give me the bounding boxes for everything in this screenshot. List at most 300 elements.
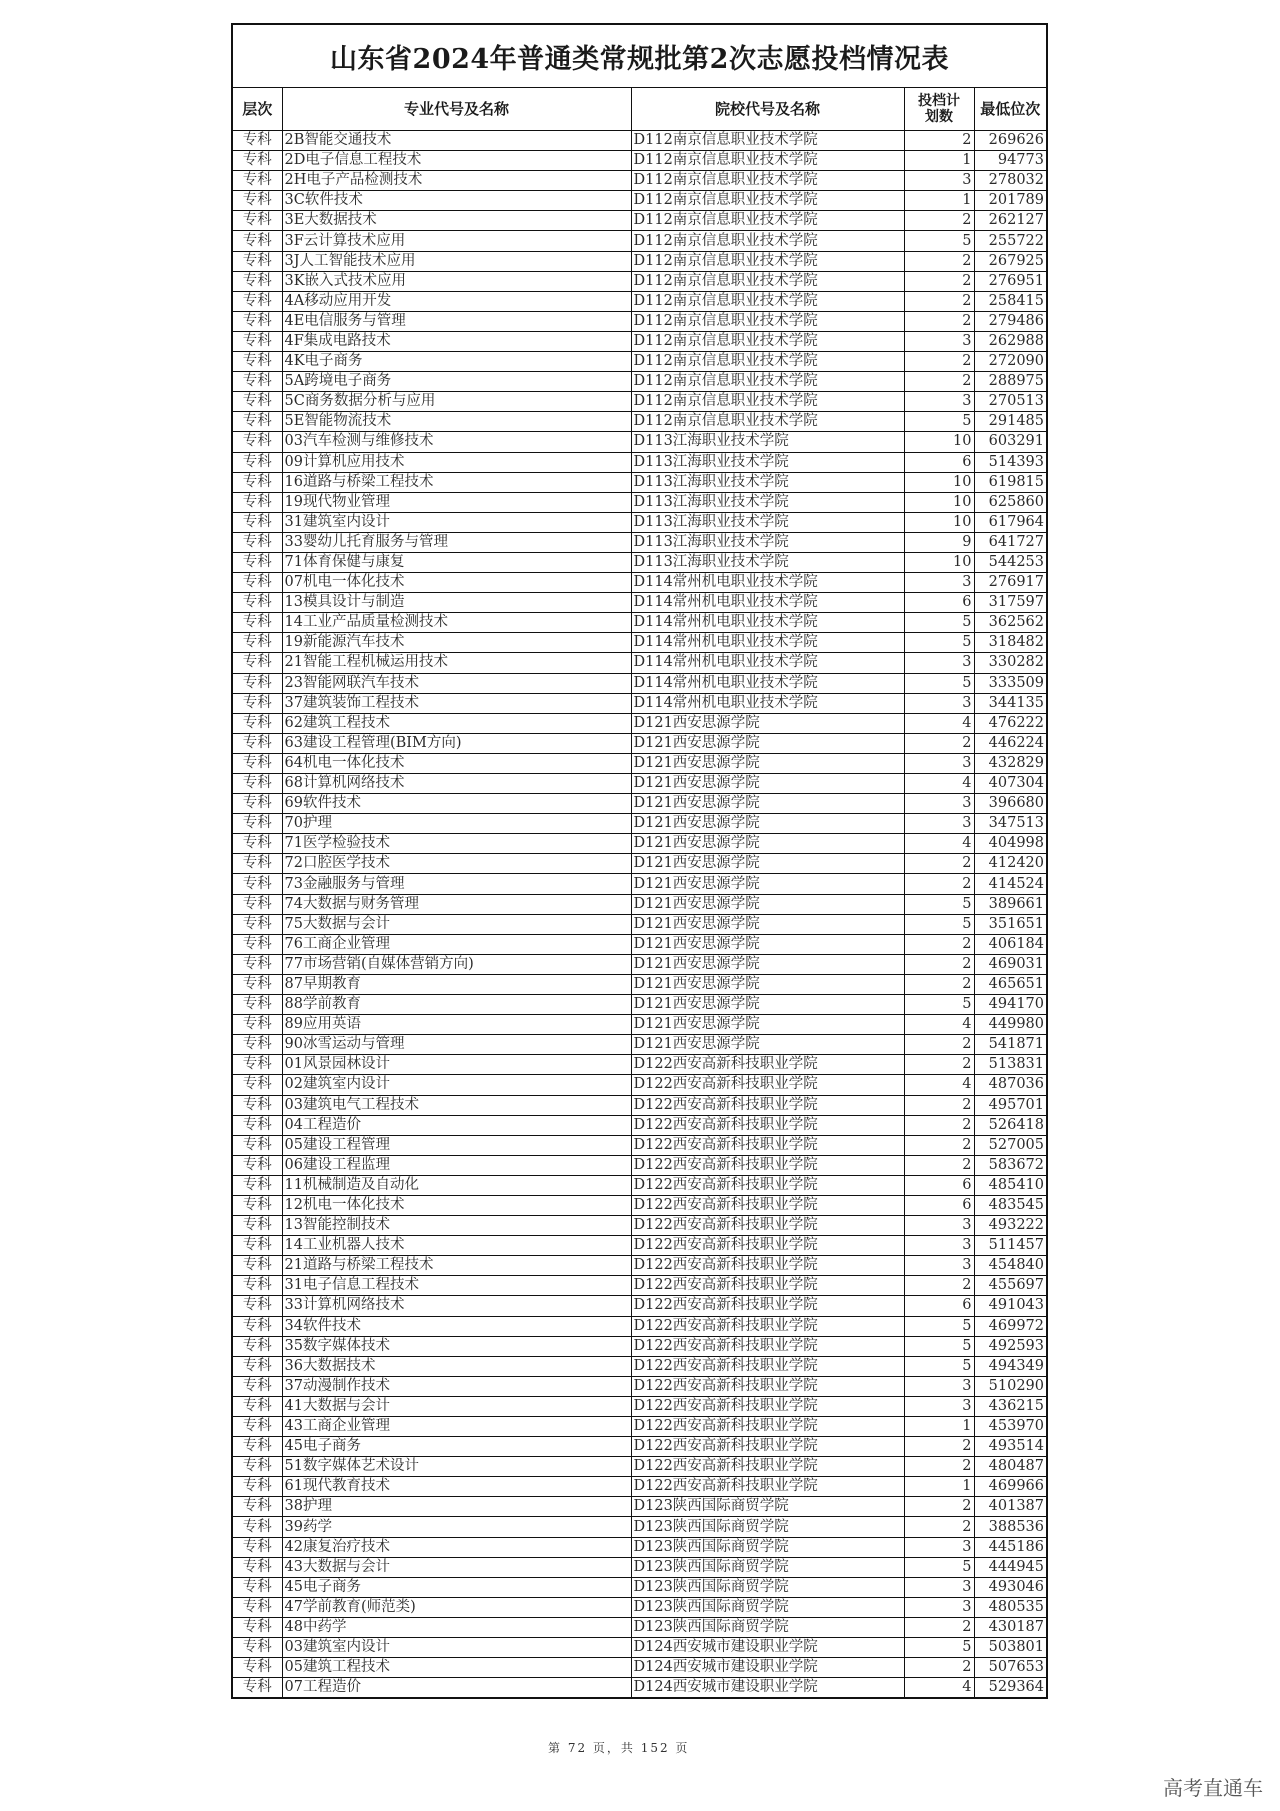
table-row (232, 352, 1047, 372)
cell-major: 13模具设计与制造 (282, 593, 631, 613)
cell-min-rank: 436215 (974, 1396, 1047, 1416)
table-row (232, 633, 1047, 653)
cell-level: 专科 (232, 934, 282, 954)
cell-level: 专科 (232, 573, 282, 593)
cell-min-rank: 388536 (974, 1517, 1047, 1537)
cell-major: 71医学检验技术 (282, 834, 631, 854)
cell-plan: 10 (904, 512, 974, 532)
cell-school: D122西安高新科技职业学院 (631, 1216, 904, 1236)
cell-plan: 2 (904, 1135, 974, 1155)
cell-level: 专科 (232, 151, 282, 171)
cell-level: 专科 (232, 1296, 282, 1316)
cell-plan: 5 (904, 1638, 974, 1658)
cell-min-rank: 412420 (974, 854, 1047, 874)
table-row (232, 1396, 1047, 1416)
cell-school: D121西安思源学院 (631, 794, 904, 814)
watermark: 高考直通车 (1163, 1776, 1263, 1800)
cell-level: 专科 (232, 1457, 282, 1477)
cell-level: 专科 (232, 1577, 282, 1597)
table-row (232, 653, 1047, 673)
cell-level: 专科 (232, 1236, 282, 1256)
cell-min-rank: 288975 (974, 372, 1047, 392)
cell-school: D121西安思源学院 (631, 1035, 904, 1055)
cell-school: D114常州机电职业技术学院 (631, 693, 904, 713)
cell-school: D123陕西国际商贸学院 (631, 1597, 904, 1617)
cell-min-rank: 272090 (974, 352, 1047, 372)
cell-school: D112南京信息职业技术学院 (631, 311, 904, 331)
cell-min-rank: 491043 (974, 1296, 1047, 1316)
cell-major: 19现代物业管理 (282, 492, 631, 512)
cell-min-rank: 407304 (974, 774, 1047, 794)
table-row (232, 593, 1047, 613)
cell-plan: 10 (904, 552, 974, 572)
cell-school: D122西安高新科技职业学院 (631, 1356, 904, 1376)
cell-school: D124西安城市建设职业学院 (631, 1658, 904, 1678)
cell-plan: 6 (904, 1175, 974, 1195)
cell-school: D122西安高新科技职业学院 (631, 1316, 904, 1336)
cell-school: D124西安城市建设职业学院 (631, 1638, 904, 1658)
cell-min-rank: 279486 (974, 311, 1047, 331)
cell-major: 3K嵌入式技术应用 (282, 271, 631, 291)
cell-major: 61现代教育技术 (282, 1477, 631, 1497)
cell-level: 专科 (232, 954, 282, 974)
cell-min-rank: 527005 (974, 1135, 1047, 1155)
cell-min-rank: 267925 (974, 251, 1047, 271)
cell-plan: 5 (904, 613, 974, 633)
cell-min-rank: 269626 (974, 131, 1047, 151)
cell-plan: 2 (904, 131, 974, 151)
cell-school: D122西安高新科技职业学院 (631, 1135, 904, 1155)
cell-major: 3F云计算技术应用 (282, 231, 631, 251)
cell-level: 专科 (232, 1256, 282, 1276)
cell-plan: 2 (904, 1155, 974, 1175)
cell-major: 2D电子信息工程技术 (282, 151, 631, 171)
cell-school: D112南京信息职业技术学院 (631, 211, 904, 231)
cell-school: D121西安思源学院 (631, 774, 904, 794)
cell-school: D113江海职业技术学院 (631, 432, 904, 452)
cell-major: 14工业产品质量检测技术 (282, 613, 631, 633)
cell-school: D122西安高新科技职业学院 (631, 1155, 904, 1175)
cell-major: 35数字媒体技术 (282, 1336, 631, 1356)
cell-min-rank: 432829 (974, 753, 1047, 773)
cell-school: D122西安高新科技职业学院 (631, 1095, 904, 1115)
cell-level: 专科 (232, 392, 282, 412)
cell-level: 专科 (232, 733, 282, 753)
cell-major: 43大数据与会计 (282, 1557, 631, 1577)
cell-major: 68计算机网络技术 (282, 774, 631, 794)
cell-level: 专科 (232, 1517, 282, 1537)
cell-level: 专科 (232, 512, 282, 532)
cell-level: 专科 (232, 1658, 282, 1678)
cell-min-rank: 262127 (974, 211, 1047, 231)
cell-plan: 2 (904, 1437, 974, 1457)
cell-level: 专科 (232, 472, 282, 492)
table-row (232, 693, 1047, 713)
cell-school: D113江海职业技术学院 (631, 552, 904, 572)
cell-school: D113江海职业技术学院 (631, 492, 904, 512)
table-row (232, 1597, 1047, 1617)
cell-min-rank: 641727 (974, 532, 1047, 552)
cell-level: 专科 (232, 171, 282, 191)
cell-level: 专科 (232, 593, 282, 613)
cell-min-rank: 454840 (974, 1256, 1047, 1276)
cell-school: D123陕西国际商贸学院 (631, 1617, 904, 1637)
cell-school: D121西安思源学院 (631, 995, 904, 1015)
cell-major: 31建筑室内设计 (282, 512, 631, 532)
cell-plan: 2 (904, 1658, 974, 1678)
table-row (232, 1035, 1047, 1055)
table-row (232, 1155, 1047, 1175)
cell-school: D121西安思源学院 (631, 874, 904, 894)
cell-plan: 2 (904, 1035, 974, 1055)
cell-level: 专科 (232, 633, 282, 653)
table-row (232, 894, 1047, 914)
cell-school: D122西安高新科技职业学院 (631, 1075, 904, 1095)
cell-min-rank: 476222 (974, 713, 1047, 733)
cell-plan: 2 (904, 311, 974, 331)
cell-level: 专科 (232, 211, 282, 231)
cell-major: 37动漫制作技术 (282, 1376, 631, 1396)
cell-min-rank: 494170 (974, 995, 1047, 1015)
cell-min-rank: 485410 (974, 1175, 1047, 1195)
cell-major: 41大数据与会计 (282, 1396, 631, 1416)
cell-school: D122西安高新科技职业学院 (631, 1396, 904, 1416)
table-row (232, 492, 1047, 512)
table-row (232, 1557, 1047, 1577)
table-row (232, 573, 1047, 593)
cell-min-rank: 446224 (974, 733, 1047, 753)
header-plan-line1: 投档计 (918, 93, 960, 109)
cell-school: D123陕西国际商贸学院 (631, 1577, 904, 1597)
cell-level: 专科 (232, 753, 282, 773)
table-row (232, 1617, 1047, 1637)
cell-min-rank: 444945 (974, 1557, 1047, 1577)
cell-major: 87早期教育 (282, 974, 631, 994)
header-major: 专业代号及名称 (282, 88, 631, 131)
cell-major: 64机电一体化技术 (282, 753, 631, 773)
cell-min-rank: 483545 (974, 1195, 1047, 1215)
cell-level: 专科 (232, 1376, 282, 1396)
cell-major: 01风景园林设计 (282, 1055, 631, 1075)
table-row (232, 1276, 1047, 1296)
cell-level: 专科 (232, 1437, 282, 1457)
table-row (232, 251, 1047, 271)
table-row (232, 432, 1047, 452)
cell-major: 14工业机器人技术 (282, 1236, 631, 1256)
cell-level: 专科 (232, 1396, 282, 1416)
cell-plan: 1 (904, 1417, 974, 1437)
cell-major: 71体育保健与康复 (282, 552, 631, 572)
cell-min-rank: 492593 (974, 1336, 1047, 1356)
table-row (232, 211, 1047, 231)
cell-min-rank: 503801 (974, 1638, 1047, 1658)
cell-min-rank: 276951 (974, 271, 1047, 291)
page-title: 山东省2024年普通类常规批第2次志愿投档情况表 (232, 24, 1047, 88)
cell-min-rank: 94773 (974, 151, 1047, 171)
cell-plan: 3 (904, 392, 974, 412)
cell-level: 专科 (232, 834, 282, 854)
cell-major: 04工程造价 (282, 1115, 631, 1135)
cell-min-rank: 291485 (974, 412, 1047, 432)
cell-major: 75大数据与会计 (282, 914, 631, 934)
cell-level: 专科 (232, 1336, 282, 1356)
table-row (232, 733, 1047, 753)
cell-plan: 3 (904, 1216, 974, 1236)
cell-plan: 2 (904, 954, 974, 974)
cell-major: 33计算机网络技术 (282, 1296, 631, 1316)
cell-min-rank: 469972 (974, 1316, 1047, 1336)
cell-plan: 3 (904, 1537, 974, 1557)
table-row (232, 452, 1047, 472)
cell-school: D122西安高新科技职业学院 (631, 1376, 904, 1396)
cell-min-rank: 603291 (974, 432, 1047, 452)
cell-min-rank: 583672 (974, 1155, 1047, 1175)
cell-level: 专科 (232, 331, 282, 351)
cell-school: D112南京信息职业技术学院 (631, 271, 904, 291)
table-row (232, 1336, 1047, 1356)
cell-school: D114常州机电职业技术学院 (631, 573, 904, 593)
cell-min-rank: 255722 (974, 231, 1047, 251)
cell-major: 12机电一体化技术 (282, 1195, 631, 1215)
admission-table (231, 23, 1048, 1699)
cell-level: 专科 (232, 914, 282, 934)
table-row (232, 191, 1047, 211)
cell-min-rank: 487036 (974, 1075, 1047, 1095)
cell-level: 专科 (232, 794, 282, 814)
table-row (232, 613, 1047, 633)
table-row (232, 1537, 1047, 1557)
table-row (232, 231, 1047, 251)
cell-min-rank: 514393 (974, 452, 1047, 472)
cell-major: 4E电信服务与管理 (282, 311, 631, 331)
cell-plan: 3 (904, 794, 974, 814)
cell-level: 专科 (232, 191, 282, 211)
cell-level: 专科 (232, 372, 282, 392)
cell-school: D112南京信息职业技术学院 (631, 291, 904, 311)
cell-major: 19新能源汽车技术 (282, 633, 631, 653)
cell-major: 07工程造价 (282, 1678, 631, 1699)
table-row (232, 1195, 1047, 1215)
table-row (232, 1216, 1047, 1236)
cell-level: 专科 (232, 1477, 282, 1497)
cell-plan: 5 (904, 1557, 974, 1577)
cell-level: 专科 (232, 1115, 282, 1135)
table-row (232, 914, 1047, 934)
cell-plan: 4 (904, 1678, 974, 1699)
cell-school: D112南京信息职业技术学院 (631, 372, 904, 392)
cell-min-rank: 480487 (974, 1457, 1047, 1477)
table-row (232, 834, 1047, 854)
cell-plan: 2 (904, 1055, 974, 1075)
cell-min-rank: 258415 (974, 291, 1047, 311)
cell-level: 专科 (232, 673, 282, 693)
cell-major: 33婴幼儿托育服务与管理 (282, 532, 631, 552)
cell-level: 专科 (232, 291, 282, 311)
cell-plan: 5 (904, 995, 974, 1015)
cell-school: D122西安高新科技职业学院 (631, 1336, 904, 1356)
cell-school: D122西安高新科技职业学院 (631, 1477, 904, 1497)
cell-level: 专科 (232, 552, 282, 572)
cell-plan: 6 (904, 1195, 974, 1215)
cell-level: 专科 (232, 1075, 282, 1095)
cell-plan: 2 (904, 1115, 974, 1135)
table-row (232, 1417, 1047, 1437)
table-row (232, 331, 1047, 351)
cell-level: 专科 (232, 432, 282, 452)
table-row (232, 974, 1047, 994)
cell-major: 07机电一体化技术 (282, 573, 631, 593)
cell-plan: 5 (904, 1356, 974, 1376)
cell-level: 专科 (232, 1216, 282, 1236)
cell-school: D122西安高新科技职业学院 (631, 1256, 904, 1276)
cell-major: 62建筑工程技术 (282, 713, 631, 733)
cell-major: 2B智能交通技术 (282, 131, 631, 151)
cell-plan: 6 (904, 1296, 974, 1316)
cell-major: 09计算机应用技术 (282, 452, 631, 472)
cell-major: 76工商企业管理 (282, 934, 631, 954)
cell-min-rank: 494349 (974, 1356, 1047, 1376)
cell-level: 专科 (232, 1035, 282, 1055)
table-row (232, 1095, 1047, 1115)
cell-min-rank: 406184 (974, 934, 1047, 954)
cell-level: 专科 (232, 1597, 282, 1617)
cell-min-rank: 347513 (974, 814, 1047, 834)
cell-major: 23智能网联汽车技术 (282, 673, 631, 693)
cell-level: 专科 (232, 311, 282, 331)
cell-level: 专科 (232, 894, 282, 914)
cell-plan: 2 (904, 854, 974, 874)
cell-level: 专科 (232, 1155, 282, 1175)
cell-plan: 2 (904, 352, 974, 372)
cell-level: 专科 (232, 131, 282, 151)
cell-level: 专科 (232, 452, 282, 472)
cell-plan: 2 (904, 271, 974, 291)
cell-major: 89应用英语 (282, 1015, 631, 1035)
cell-min-rank: 529364 (974, 1678, 1047, 1699)
cell-major: 5A跨境电子商务 (282, 372, 631, 392)
cell-major: 3J人工智能技术应用 (282, 251, 631, 271)
cell-major: 77市场营销(自媒体营销方向) (282, 954, 631, 974)
cell-level: 专科 (232, 1276, 282, 1296)
cell-major: 38护理 (282, 1497, 631, 1517)
cell-school: D121西安思源学院 (631, 1015, 904, 1035)
cell-plan: 3 (904, 1396, 974, 1416)
cell-major: 45电子商务 (282, 1437, 631, 1457)
cell-plan: 4 (904, 1075, 974, 1095)
cell-major: 21智能工程机械运用技术 (282, 653, 631, 673)
cell-major: 45电子商务 (282, 1577, 631, 1597)
cell-plan: 2 (904, 291, 974, 311)
cell-level: 专科 (232, 854, 282, 874)
cell-level: 专科 (232, 1195, 282, 1215)
cell-min-rank: 333509 (974, 673, 1047, 693)
cell-min-rank: 317597 (974, 593, 1047, 613)
cell-school: D112南京信息职业技术学院 (631, 151, 904, 171)
cell-plan: 10 (904, 492, 974, 512)
cell-min-rank: 510290 (974, 1376, 1047, 1396)
cell-school: D123陕西国际商贸学院 (631, 1497, 904, 1517)
table-row (232, 552, 1047, 572)
table-row (232, 753, 1047, 773)
table-row (232, 131, 1047, 151)
cell-major: 06建设工程监理 (282, 1155, 631, 1175)
table-row (232, 1256, 1047, 1276)
cell-plan: 4 (904, 713, 974, 733)
cell-plan: 5 (904, 231, 974, 251)
cell-major: 2H电子产品检测技术 (282, 171, 631, 191)
cell-min-rank: 453970 (974, 1417, 1047, 1437)
cell-major: 34软件技术 (282, 1316, 631, 1336)
cell-school: D121西安思源学院 (631, 753, 904, 773)
cell-plan: 2 (904, 733, 974, 753)
cell-plan: 2 (904, 1457, 974, 1477)
cell-school: D121西安思源学院 (631, 914, 904, 934)
cell-level: 专科 (232, 1497, 282, 1517)
table-row (232, 774, 1047, 794)
table-row (232, 1658, 1047, 1678)
cell-school: D123陕西国际商贸学院 (631, 1537, 904, 1557)
cell-level: 专科 (232, 1356, 282, 1376)
cell-min-rank: 344135 (974, 693, 1047, 713)
cell-plan: 4 (904, 774, 974, 794)
cell-min-rank: 493514 (974, 1437, 1047, 1457)
table-row (232, 814, 1047, 834)
cell-min-rank: 526418 (974, 1115, 1047, 1135)
table-row (232, 1376, 1047, 1396)
cell-major: 3C软件技术 (282, 191, 631, 211)
table-row (232, 1678, 1047, 1699)
table-row (232, 794, 1047, 814)
cell-plan: 5 (904, 633, 974, 653)
table-row (232, 311, 1047, 331)
cell-level: 专科 (232, 874, 282, 894)
cell-level: 专科 (232, 1417, 282, 1437)
cell-school: D112南京信息职业技术学院 (631, 171, 904, 191)
cell-school: D112南京信息职业技术学院 (631, 251, 904, 271)
cell-school: D112南京信息职业技术学院 (631, 131, 904, 151)
cell-school: D121西安思源学院 (631, 954, 904, 974)
table-row (232, 1296, 1047, 1316)
cell-min-rank: 469031 (974, 954, 1047, 974)
cell-major: 02建筑室内设计 (282, 1075, 631, 1095)
cell-plan: 3 (904, 1577, 974, 1597)
cell-plan: 6 (904, 452, 974, 472)
cell-min-rank: 330282 (974, 653, 1047, 673)
cell-plan: 5 (904, 1316, 974, 1336)
cell-level: 专科 (232, 271, 282, 291)
table-row (232, 874, 1047, 894)
table-row (232, 291, 1047, 311)
cell-plan: 2 (904, 211, 974, 231)
table-row (232, 1356, 1047, 1376)
header-plan-line2: 划数 (925, 109, 953, 125)
cell-level: 专科 (232, 1095, 282, 1115)
cell-plan: 3 (904, 573, 974, 593)
cell-min-rank: 480535 (974, 1597, 1047, 1617)
cell-plan: 3 (904, 814, 974, 834)
cell-school: D122西安高新科技职业学院 (631, 1175, 904, 1195)
cell-school: D122西安高新科技职业学院 (631, 1457, 904, 1477)
cell-major: 73金融服务与管理 (282, 874, 631, 894)
cell-major: 90冰雪运动与管理 (282, 1035, 631, 1055)
cell-level: 专科 (232, 995, 282, 1015)
cell-school: D123陕西国际商贸学院 (631, 1557, 904, 1577)
table-row (232, 271, 1047, 291)
cell-level: 专科 (232, 1678, 282, 1699)
cell-major: 16道路与桥梁工程技术 (282, 472, 631, 492)
cell-level: 专科 (232, 1557, 282, 1577)
cell-plan: 2 (904, 251, 974, 271)
